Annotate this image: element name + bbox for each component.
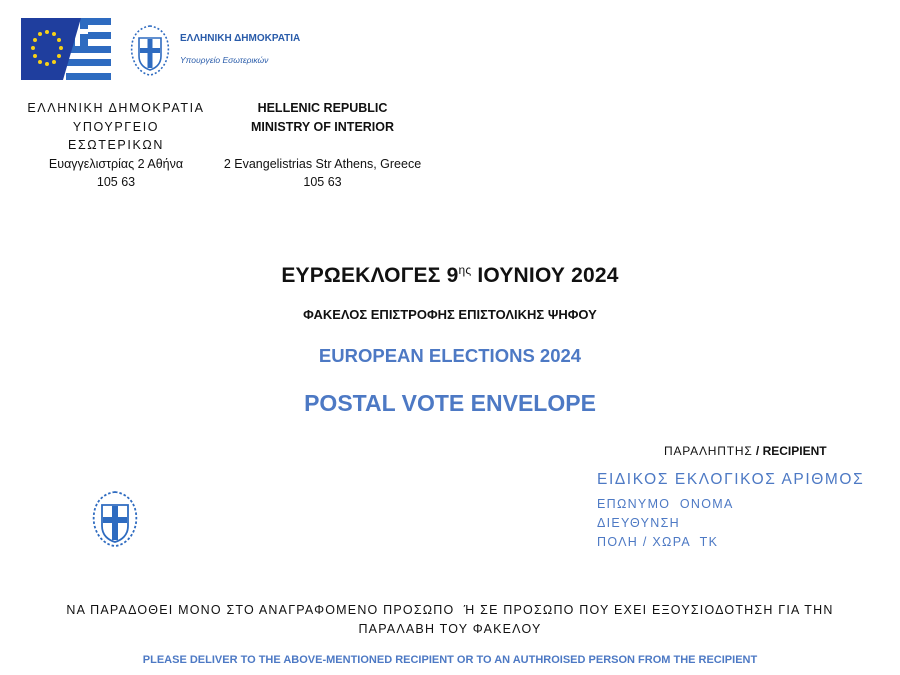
logo-text-republic: ΕΛΛΗΝΙΚΗ ΔΗΜΟΚΡΑΤΙΑ bbox=[180, 33, 301, 44]
delivery-instruction-english: PLEASE DELIVER TO THE ABOVE-MENTIONED RECIPIENT OR TO AN AUTHROISED PERSON FROM THE RECIPIENT bbox=[142, 654, 758, 666]
subtitle-english: POSTAL VOTE ENVELOPE bbox=[304, 390, 596, 416]
recipient-label-greek: ΠΑΡΑΛΗΠΤΗΣ bbox=[664, 444, 753, 458]
sender-en-zip: 105 63 bbox=[303, 175, 342, 189]
sender-en-spacer bbox=[210, 136, 435, 155]
sender-address-english bbox=[210, 99, 435, 192]
recipient-address-line: ΔΙΕΥΘΥΝΣΗ bbox=[597, 516, 680, 530]
sender-en-line1: HELLENIC REPUBLIC bbox=[257, 101, 388, 115]
sender-gr-line1: ΕΛΛΗΝΙΚΗ ΔΗΜΟΚΡΑΤΙΑ bbox=[27, 101, 205, 115]
title-greek-ordinal: ης bbox=[458, 263, 472, 277]
delivery-instruction-greek bbox=[60, 601, 840, 639]
recipient-name-line: ΕΠΩΝΥΜΟ ΟΝΟΜΑ bbox=[597, 497, 734, 511]
recipient-label-separator: / bbox=[752, 444, 763, 458]
title-greek-pre: ΕΥΡΩΕΚΛΟΓΕΣ 9 bbox=[281, 264, 459, 287]
greek-coat-of-arms-icon bbox=[124, 22, 176, 78]
delivery-instruction-greek-line2: ΠΑΡΑΛΑΒΗ ΤΟΥ ΦΑΚΕΛΟΥ bbox=[358, 622, 542, 636]
recipient-label bbox=[664, 444, 827, 458]
recipient-special-electoral-number: ΕΙΔΙΚΟΣ ΕΚΛΟΓΙΚΟΣ ΑΡΙΘΜΟΣ bbox=[597, 471, 865, 488]
greek-coat-of-arms-icon bbox=[84, 488, 146, 550]
sender-en-address: 2 Evangelistrias Str Athens, Greece bbox=[223, 156, 422, 171]
sender-address-greek bbox=[18, 99, 214, 192]
delivery-instruction-greek-line1: ΝΑ ΠΑΡΑΔΟΘΕΙ ΜΟΝΟ ΣΤΟ ΑΝΑΓΡΑΦΟΜΕΝΟ ΠΡΟΣΩΠΟ Ή ΣΕ ΠΡΟΣΩΠΟ ΠΟΥ ΕΧΕΙ ΕΞΟΥΣΙΟΔΟΤΗΣΗ ΓΙΑ ΤΗΝ bbox=[66, 603, 834, 617]
title-greek-post: ΙΟΥΝΙΟΥ 2024 bbox=[471, 264, 619, 287]
logo-text-ministry: Υπουργείο Εσωτερικών bbox=[180, 55, 269, 65]
recipient-label-english: RECIPIENT bbox=[762, 444, 827, 458]
title-english: EUROPEAN ELECTIONS 2024 bbox=[318, 345, 582, 366]
title-greek bbox=[0, 263, 900, 288]
sender-en-line2: MINISTRY OF INTERIOR bbox=[250, 119, 395, 134]
sender-gr-address: Ευαγγελιστρίας 2 Αθήνα bbox=[48, 156, 184, 171]
recipient-city-line: ΠΟΛΗ / ΧΩΡΑ ΤΚ bbox=[597, 535, 719, 549]
sender-gr-line3: ΕΣΩΤΕΡΙΚΩΝ bbox=[68, 138, 164, 152]
sender-gr-zip: 105 63 bbox=[96, 175, 136, 189]
subtitle-greek: ΦΑΚΕΛΟΣ ΕΠΙΣΤΡΟΦΗΣ ΕΠΙΣΤΟΛΙΚΗΣ ΨΗΦΟΥ bbox=[303, 307, 597, 322]
sender-gr-line2: ΥΠΟΥΡΓΕΙΟ bbox=[72, 119, 160, 134]
eu-greek-flag-icon bbox=[21, 18, 111, 80]
